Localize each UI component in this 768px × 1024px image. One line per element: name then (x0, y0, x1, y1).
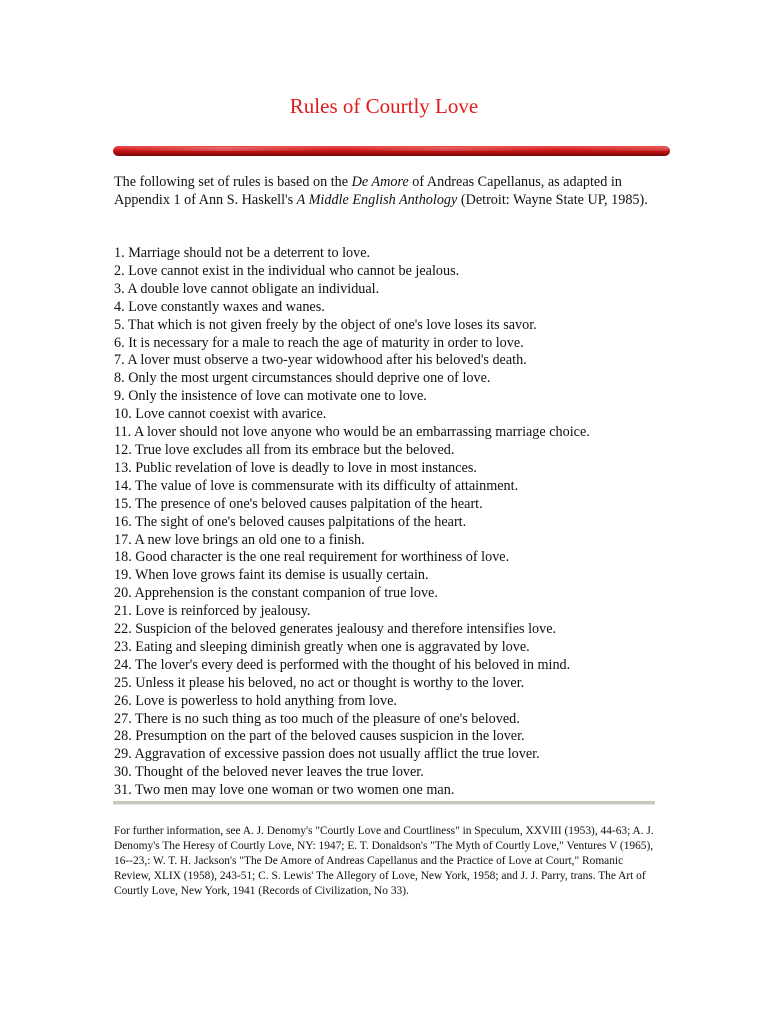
rule-item: 12. True love excludes all from its embrace but the beloved. (114, 441, 455, 458)
rule-item: 28. Presumption on the part of the beloved causes suspicion in the lover. (114, 728, 525, 745)
decorative-red-bar (113, 144, 670, 158)
rule-item: 2. Love cannot exist in the individual who cannot be jealous. (114, 262, 460, 279)
rule-item: 30. Thought of the beloved never leaves the true lover. (114, 764, 424, 781)
rule-item: 24. The lover's every deed is performed with the thought of his beloved in mind. (114, 656, 571, 673)
rule-item: 11. A lover should not love anyone who would be an embarrassing marriage choice. (114, 424, 590, 441)
intro-text-before: The following set of rules is based on the (114, 174, 352, 190)
rule-item: 6. It is necessary for a male to reach the age of maturity in order to love. (114, 334, 524, 351)
rule-item: 29. Aggravation of excessive passion does not usually afflict the true lover. (114, 746, 540, 763)
rule-item: 25. Unless it please his beloved, no act or thought is worthy to the lover. (114, 674, 525, 691)
rule-item: 20. Apprehension is the constant companion of true love. (114, 585, 438, 602)
rule-item: 17. A new love brings an old one to a finish. (114, 531, 365, 548)
rule-item: 4. Love constantly waxes and wanes. (114, 298, 325, 315)
rule-item: 15. The presence of one's beloved causes palpitation of the heart. (114, 495, 483, 512)
rule-item: 26. Love is powerless to hold anything from love. (114, 692, 397, 709)
rule-item: 9. Only the insistence of love can motivate one to love. (114, 388, 427, 405)
rule-item: 8. Only the most urgent circumstances should deprive one of love. (114, 370, 491, 387)
rules-list (114, 245, 714, 800)
horizontal-divider (113, 801, 655, 805)
intro-text-after: (Detroit: Wayne State UP, 1985). (457, 191, 648, 208)
rule-item: 22. Suspicion of the beloved generates jealousy and therefore intensifies love. (114, 621, 557, 638)
rule-item: 13. Public revelation of love is deadly to love in most instances. (114, 459, 477, 476)
rule-item: 7. A lover must observe a two-year widowhood after his beloved's death. (114, 352, 527, 369)
rule-item: 10. Love cannot coexist with avarice. (114, 406, 327, 423)
rule-item: 31. Two men may love one woman or two women one man. (114, 782, 455, 799)
rule-item: 3. A double love cannot obligate an individual. (114, 280, 380, 297)
anthology-title: A Middle English Anthology (296, 191, 458, 208)
work-title-de-amore: De Amore (351, 174, 409, 190)
rule-item: 5. That which is not given freely by the object of one's love loses its savor. (114, 316, 537, 333)
rule-item: 16. The sight of one's beloved causes palpitations of the heart. (114, 513, 467, 530)
rule-item: 1. Marriage should not be a deterrent to love. (114, 245, 371, 261)
page-title: Rules of Courtly Love (289, 94, 479, 118)
footnote-references: For further information, see A. J. Denomy's "Courtly Love and Courtliness" in Speculum, XXVIII (1953), 44-63; A. J. Denomy's The Heresy of Courtly Love, NY: 1947; E. T. Donaldson's "The Myth of Courtly Love," Ventures V (1965), 16--23,: W. T. H. Jackson's "The De Amore of Andreas Capellanus and the Practice of Love at Court," Romanic Review, XLIX (1958), 243-51; C. S. Lewis' The Allegory of Love, New York, 1958; and J. J. Parry, trans. The Art of Courtly Love, New York, 1941 (Records of Civilization, No 33). (114, 825, 654, 898)
rule-item: 19. When love grows faint its demise is usually certain. (114, 567, 429, 584)
intro-text-middle: of Andreas Capellanus, as adapted in Appendix 1 of Ann S. Haskell's (114, 174, 622, 208)
rule-item: 23. Eating and sleeping diminish greatly when one is aggravated by love. (114, 638, 530, 655)
rule-item: 14. The value of love is commensurate with its difficulty of attainment. (114, 477, 519, 494)
intro-paragraph (114, 174, 674, 209)
rule-item: 21. Love is reinforced by jealousy. (114, 603, 311, 620)
rule-item: 27. There is no such thing as too much of the pleasure of one's beloved. (114, 710, 520, 727)
rule-item: 18. Good character is the one real requirement for worthiness of love. (114, 549, 510, 566)
